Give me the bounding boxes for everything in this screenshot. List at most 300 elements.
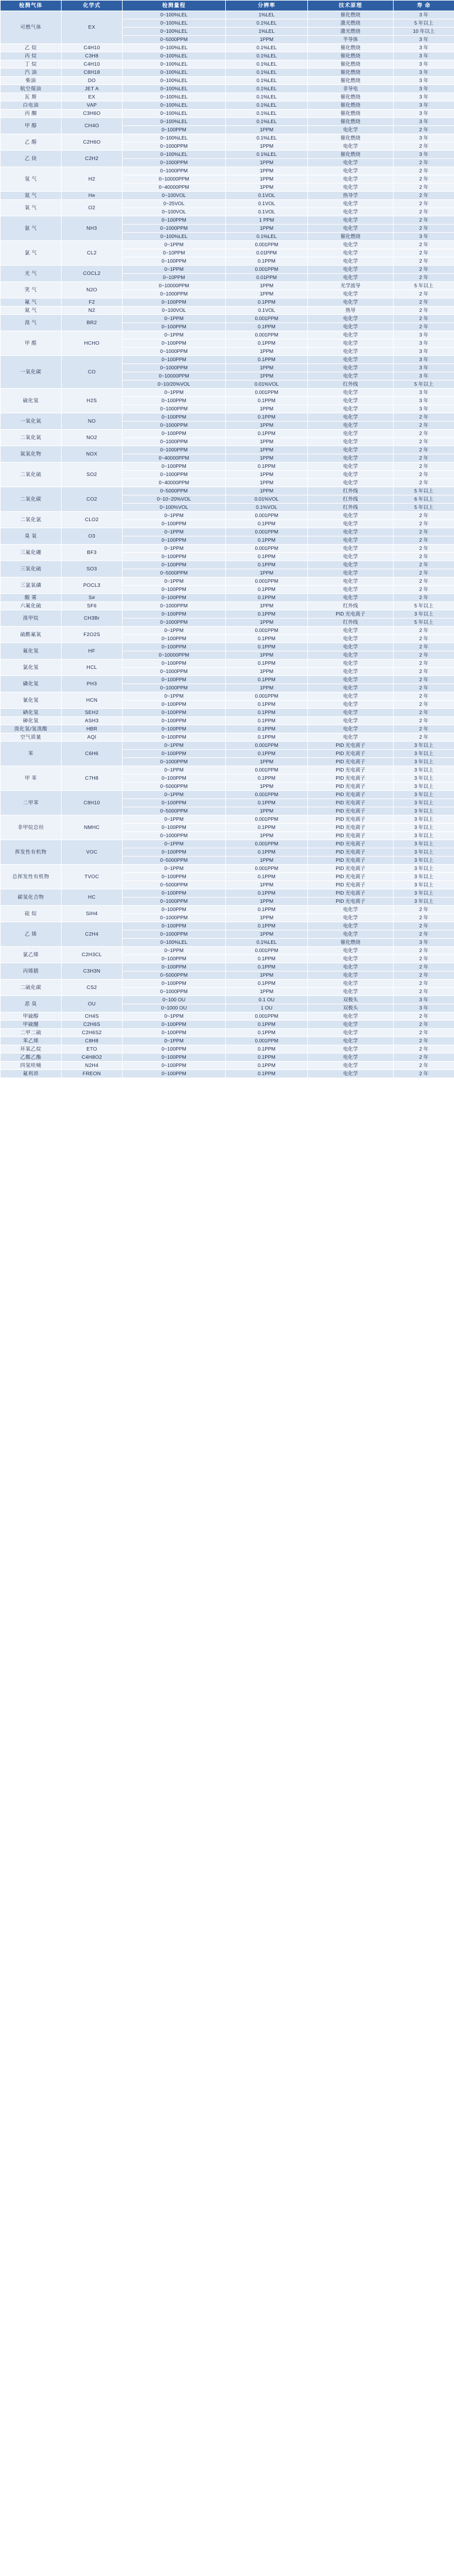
cell-technology: 催化燃烧 <box>308 118 394 126</box>
cell-formula: HBR <box>62 725 123 733</box>
cell-life: 3 年 <box>394 348 454 356</box>
cell-detection-range: 0~100PPM <box>123 1070 226 1078</box>
cell-gas-name: 磷化氢 <box>1 676 62 692</box>
cell-technology: 红外线 <box>308 487 394 495</box>
cell-gas-name: 二甲苯 <box>1 791 62 815</box>
cell-technology: 电化学 <box>308 200 394 208</box>
cell-gas-name: 氧 气 <box>1 200 62 216</box>
cell-technology: 电化学 <box>308 126 394 134</box>
cell-formula: SIH4 <box>62 906 123 922</box>
cell-life: 2 年 <box>394 627 454 635</box>
cell-detection-range: 0~5000PPM <box>123 487 226 495</box>
table-row <box>1 725 454 733</box>
table-row <box>1 766 454 774</box>
cell-resolution: 0.1PPM <box>226 1053 308 1062</box>
cell-life: 3 年 <box>394 60 454 69</box>
cell-detection-range: 0~100PPM <box>123 126 226 134</box>
cell-detection-range: 0~5000PPM <box>123 569 226 577</box>
cell-technology: 电化学 <box>308 528 394 536</box>
cell-life: 2 年 <box>394 225 454 233</box>
cell-life: 2 年 <box>394 479 454 487</box>
cell-resolution: 1PPM <box>226 126 308 134</box>
cell-formula: H2S <box>62 389 123 413</box>
cell-life: 3 年 <box>394 339 454 348</box>
cell-resolution: 0.1PPM <box>226 717 308 725</box>
cell-life: 2 年 <box>394 438 454 446</box>
cell-detection-range: 0~1PPM <box>123 627 226 635</box>
cell-resolution: 1PPM <box>226 348 308 356</box>
table-row <box>1 1045 454 1053</box>
cell-resolution: 0.001PPM <box>226 840 308 848</box>
cell-resolution: 0.1PPM <box>226 955 308 963</box>
cell-formula: NO2 <box>62 430 123 446</box>
cell-detection-range: 0~100PPM <box>123 701 226 709</box>
table-row <box>1 85 454 93</box>
cell-detection-range: 0~1PPM <box>123 1037 226 1045</box>
cell-technology: 电化学 <box>308 315 394 323</box>
cell-life: 5 年以上 <box>394 602 454 610</box>
cell-life: 2 年 <box>394 668 454 676</box>
cell-detection-range: 0~100%LEL <box>123 118 226 126</box>
cell-gas-name: 乙酸乙酯 <box>1 1053 62 1062</box>
cell-detection-range: 0~1PPM <box>123 389 226 397</box>
cell-formula: C8H10 <box>62 791 123 815</box>
cell-technology: 双极头 <box>308 996 394 1004</box>
cell-gas-name: 甲 醛 <box>1 331 62 356</box>
cell-resolution: 0.1%LEL <box>226 85 308 93</box>
cell-resolution: 0.001PPM <box>226 947 308 955</box>
cell-life: 2 年 <box>394 930 454 939</box>
table-row <box>1 315 454 323</box>
cell-formula: CH4S <box>62 1012 123 1021</box>
cell-gas-name: 苯乙烯 <box>1 1037 62 1045</box>
cell-life: 3 年以上 <box>394 799 454 807</box>
cell-resolution: 0.1PPM <box>226 733 308 742</box>
cell-detection-range: 0~100%LEL <box>123 28 226 36</box>
cell-resolution: 1PPM <box>226 758 308 766</box>
cell-resolution: 0.1PPM <box>226 701 308 709</box>
cell-life: 2 年 <box>394 988 454 996</box>
cell-detection-range: 0~100PPM <box>123 339 226 348</box>
cell-resolution: 0.1PPM <box>226 824 308 832</box>
cell-gas-name: 乙 醇 <box>1 134 62 151</box>
cell-formula: OU <box>62 996 123 1012</box>
cell-formula: NH3 <box>62 216 123 241</box>
cell-technology: 催化燃烧 <box>308 233 394 241</box>
table-row <box>1 307 454 315</box>
cell-detection-range: 0~1PPM <box>123 331 226 339</box>
cell-detection-range: 0~1PPM <box>123 315 226 323</box>
cell-resolution: 0.01%VOL <box>226 495 308 504</box>
table-row <box>1 200 454 208</box>
cell-resolution: 0.001PPM <box>226 266 308 274</box>
cell-gas-name: 二氧化氮 <box>1 430 62 446</box>
cell-technology: 电化学 <box>308 692 394 701</box>
cell-life: 3 年以上 <box>394 774 454 783</box>
cell-resolution: 0.1PPM <box>226 356 308 364</box>
cell-gas-name: 二甲二硫 <box>1 1029 62 1037</box>
cell-resolution: 0.1%LEL <box>226 60 308 69</box>
cell-gas-name: 碳氢化合物 <box>1 889 62 906</box>
cell-life: 3 年以上 <box>394 881 454 889</box>
cell-life: 3 年以上 <box>394 898 454 906</box>
cell-life: 2 年 <box>394 422 454 430</box>
table-row <box>1 865 454 873</box>
cell-life: 2 年 <box>394 298 454 307</box>
cell-detection-range: 0~100PPM <box>123 906 226 914</box>
cell-detection-range: 0~100PPM <box>123 356 226 364</box>
cell-formula: COCL2 <box>62 266 123 282</box>
table-row <box>1 906 454 914</box>
cell-technology: 电化学 <box>308 988 394 996</box>
cell-life: 2 年 <box>394 684 454 692</box>
cell-resolution: 0.1PPM <box>226 980 308 988</box>
cell-technology: 电化学 <box>308 372 394 380</box>
cell-resolution: 0.001PPM <box>226 512 308 520</box>
cell-technology: 电化学 <box>308 545 394 553</box>
table-row <box>1 643 454 651</box>
cell-formula: VAP <box>62 101 123 110</box>
cell-life: 10 年以上 <box>394 28 454 36</box>
cell-formula: He <box>62 192 123 200</box>
cell-formula: AQI <box>62 733 123 742</box>
cell-gas-name: 氟 气 <box>1 298 62 307</box>
cell-resolution: 1PPM <box>226 225 308 233</box>
cell-resolution: 1%LEL <box>226 28 308 36</box>
cell-resolution: 0.1PPM <box>226 586 308 594</box>
cell-technology: 电化学 <box>308 323 394 331</box>
cell-gas-name: 一氧化碳 <box>1 356 62 389</box>
table-row <box>1 627 454 635</box>
cell-resolution: 1PPM <box>226 684 308 692</box>
cell-formula: SF6 <box>62 602 123 610</box>
cell-technology: 电化学 <box>308 1037 394 1045</box>
cell-formula: C2H6O <box>62 134 123 151</box>
cell-gas-name: 三氧化硫 <box>1 561 62 577</box>
cell-resolution: 1PPM <box>226 602 308 610</box>
table-row <box>1 134 454 142</box>
cell-technology: 电化学 <box>308 438 394 446</box>
cell-resolution: 1PPM <box>226 422 308 430</box>
cell-detection-range: 0~25VOL <box>123 200 226 208</box>
cell-gas-name: 丙 烷 <box>1 52 62 60</box>
cell-technology: 电化学 <box>308 586 394 594</box>
cell-detection-range: 0~100PPM <box>123 413 226 422</box>
cell-life: 5 年以上 <box>394 282 454 290</box>
cell-formula: H2 <box>62 167 123 192</box>
cell-resolution: 0.1PPM <box>226 906 308 914</box>
cell-life: 6 年以上 <box>394 495 454 504</box>
cell-detection-range: 0~100PPM <box>123 216 226 225</box>
cell-detection-range: 0~1000PPM <box>123 167 226 175</box>
cell-technology: 电化学 <box>308 947 394 955</box>
cell-technology: 电化学 <box>308 159 394 167</box>
table-row <box>1 692 454 701</box>
cell-detection-range: 0~10/20%VOL <box>123 380 226 389</box>
cell-gas-name: 四氢呋喃 <box>1 1062 62 1070</box>
cell-resolution: 0.1%LEL <box>226 77 308 85</box>
cell-life: 3 年以上 <box>394 791 454 799</box>
cell-life: 3 年以上 <box>394 873 454 881</box>
cell-gas-name: 氢 气 <box>1 167 62 192</box>
cell-resolution: 0.001PPM <box>226 766 308 774</box>
cell-life: 3 年 <box>394 939 454 947</box>
cell-life: 2 年 <box>394 717 454 725</box>
table-row <box>1 602 454 610</box>
table-row <box>1 331 454 339</box>
cell-formula: TVOC <box>62 865 123 889</box>
table-row <box>1 430 454 438</box>
table-row <box>1 241 454 249</box>
table-row <box>1 110 454 118</box>
cell-formula: SO3 <box>62 561 123 577</box>
cell-resolution: 1PPM <box>226 405 308 413</box>
cell-life: 2 年 <box>394 290 454 298</box>
cell-resolution: 0.01%VOL <box>226 380 308 389</box>
cell-detection-range: 0~10000PPM <box>123 372 226 380</box>
cell-gas-name: 航空煤油 <box>1 85 62 93</box>
cell-detection-range: 0~5000PPM <box>123 857 226 865</box>
cell-formula: HCN <box>62 692 123 709</box>
cell-detection-range: 0~5000PPM <box>123 881 226 889</box>
cell-technology: 催化燃烧 <box>308 69 394 77</box>
cell-life: 2 年 <box>394 1053 454 1062</box>
table-body <box>1 11 454 1078</box>
cell-technology: 电化学 <box>308 348 394 356</box>
cell-detection-range: 0~100%LEL <box>123 52 226 60</box>
cell-formula: HC <box>62 889 123 906</box>
cell-gas-name: 二氧化碳 <box>1 487 62 512</box>
cell-technology: PID 光电离子 <box>308 799 394 807</box>
cell-technology: 电化学 <box>308 980 394 988</box>
cell-formula: CH3Br <box>62 610 123 627</box>
cell-technology: 电化学 <box>308 241 394 249</box>
cell-detection-range: 0~100PPM <box>123 955 226 963</box>
cell-detection-range: 0~1000PPM <box>123 914 226 922</box>
cell-technology: 电化学 <box>308 955 394 963</box>
cell-life: 2 年 <box>394 241 454 249</box>
cell-detection-range: 0~10000PPM <box>123 282 226 290</box>
cell-life: 2 年 <box>394 553 454 561</box>
cell-gas-name: 乙 烷 <box>1 44 62 52</box>
cell-life: 2 年 <box>394 709 454 717</box>
cell-detection-range: 0~100%VOL <box>123 504 226 512</box>
cell-detection-range: 0~100PPM <box>123 750 226 758</box>
cell-detection-range: 0~1000PPM <box>123 758 226 766</box>
cell-resolution: 0.1%LEL <box>226 19 308 28</box>
cell-technology: 电化学 <box>308 331 394 339</box>
cell-detection-range: 0~1PPM <box>123 815 226 824</box>
cell-detection-range: 0~100VOL <box>123 208 226 216</box>
table-row <box>1 216 454 225</box>
cell-detection-range: 0~100PPM <box>123 717 226 725</box>
cell-technology: 激光燃烧 <box>308 28 394 36</box>
cell-technology: 电化学 <box>308 906 394 914</box>
cell-technology: 双极头 <box>308 1004 394 1012</box>
cell-technology: 电化学 <box>308 709 394 717</box>
cell-life: 3 年以上 <box>394 840 454 848</box>
cell-technology: 电化学 <box>308 216 394 225</box>
table-row <box>1 93 454 101</box>
cell-resolution: 0.1PPM <box>226 922 308 930</box>
cell-life: 2 年 <box>394 512 454 520</box>
table-row <box>1 545 454 553</box>
cell-formula: JET A <box>62 85 123 93</box>
table-row <box>1 660 454 668</box>
cell-technology: 电化学 <box>308 914 394 922</box>
cell-life: 2 年 <box>394 955 454 963</box>
cell-life: 3 年以上 <box>394 857 454 865</box>
cell-gas-name: 瓦 斯 <box>1 93 62 101</box>
cell-life: 2 年 <box>394 1062 454 1070</box>
cell-technology: 电化学 <box>308 1045 394 1053</box>
cell-detection-range: 0~100PPM <box>123 635 226 643</box>
cell-life: 2 年 <box>394 1012 454 1021</box>
cell-technology: 催化燃烧 <box>308 134 394 142</box>
cell-technology: PID 光电离子 <box>308 758 394 766</box>
cell-formula: CL2 <box>62 241 123 266</box>
col-header-formula: 化学式 <box>62 1 123 11</box>
cell-detection-range: 0~1000PPM <box>123 602 226 610</box>
cell-technology: 电化学 <box>308 1012 394 1021</box>
cell-technology: 电化学 <box>308 430 394 438</box>
cell-gas-name: 溴化氢/氢溴酸 <box>1 725 62 733</box>
cell-detection-range: 0~100PPM <box>123 594 226 602</box>
table-row <box>1 840 454 848</box>
cell-technology: 电化学 <box>308 536 394 545</box>
cell-resolution: 1PPM <box>226 438 308 446</box>
cell-technology: 电化学 <box>308 298 394 307</box>
cell-resolution: 1PPM <box>226 159 308 167</box>
cell-formula: CH4O <box>62 118 123 134</box>
cell-life: 2 年 <box>394 733 454 742</box>
cell-life: 3 年 <box>394 405 454 413</box>
cell-life: 2 年 <box>394 520 454 528</box>
cell-technology: 电化学 <box>308 413 394 422</box>
cell-resolution: 0.01PPM <box>226 274 308 282</box>
cell-life: 2 年 <box>394 471 454 479</box>
cell-resolution: 1PPM <box>226 618 308 627</box>
cell-gas-name: 硫酰氟氧 <box>1 627 62 643</box>
cell-detection-range: 0~100PPM <box>123 430 226 438</box>
cell-resolution: 0.1PPM <box>226 1045 308 1053</box>
table-row <box>1 282 454 290</box>
table-row <box>1 922 454 930</box>
cell-gas-name: 丙 酮 <box>1 110 62 118</box>
cell-detection-range: 0~100PPM <box>123 1021 226 1029</box>
cell-life: 3 年以上 <box>394 889 454 898</box>
cell-detection-range: 0~100VOL <box>123 307 226 315</box>
cell-detection-range: 0~100PPM <box>123 257 226 266</box>
cell-formula: O2 <box>62 200 123 216</box>
cell-formula: BF3 <box>62 545 123 561</box>
table-row <box>1 1070 454 1078</box>
cell-technology: 电化学 <box>308 1070 394 1078</box>
cell-formula: C2H3CL <box>62 947 123 963</box>
cell-technology: 红外线 <box>308 602 394 610</box>
cell-technology: 电化学 <box>308 364 394 372</box>
cell-technology: 光学波导 <box>308 282 394 290</box>
cell-technology: 电化学 <box>308 717 394 725</box>
cell-technology: PID 光电离子 <box>308 832 394 840</box>
cell-formula: CS2 <box>62 980 123 996</box>
cell-detection-range: 0~100%LEL <box>123 134 226 142</box>
cell-life: 5 年以上 <box>394 618 454 627</box>
cell-resolution: 0.001PPM <box>226 1037 308 1045</box>
cell-formula: CLO2 <box>62 512 123 528</box>
cell-technology: PID 光电离子 <box>308 774 394 783</box>
table-row <box>1 487 454 495</box>
cell-gas-name: 氨 气 <box>1 216 62 241</box>
cell-detection-range: 0~100PPM <box>123 824 226 832</box>
table-row <box>1 69 454 77</box>
cell-detection-range: 0~100PPM <box>123 1053 226 1062</box>
cell-life: 2 年 <box>394 175 454 183</box>
cell-detection-range: 0~100%LEL <box>123 60 226 69</box>
cell-technology: PID 光电离子 <box>308 610 394 618</box>
cell-life: 3 年 <box>394 389 454 397</box>
table-row <box>1 610 454 618</box>
cell-gas-name: 三氟化硼 <box>1 545 62 561</box>
table-row <box>1 118 454 126</box>
cell-gas-name: 二硫化碳 <box>1 980 62 996</box>
cell-life: 2 年 <box>394 906 454 914</box>
cell-resolution: 1PPM <box>226 446 308 454</box>
cell-formula: NMHC <box>62 815 123 840</box>
cell-resolution: 0.001PPM <box>226 577 308 586</box>
cell-technology: 电化学 <box>308 446 394 454</box>
cell-resolution: 0.1%LEL <box>226 101 308 110</box>
cell-resolution: 0.1PPM <box>226 676 308 684</box>
cell-gas-name: 甲 苯 <box>1 766 62 791</box>
cell-resolution: 1PPM <box>226 479 308 487</box>
cell-resolution: 0.1PPM <box>226 430 308 438</box>
cell-resolution: 1PPM <box>226 175 308 183</box>
cell-resolution: 1PPM <box>226 569 308 577</box>
cell-technology: 半导体 <box>308 36 394 44</box>
cell-detection-range: 0~100PPM <box>123 520 226 528</box>
cell-resolution: 0.1PPM <box>226 1021 308 1029</box>
cell-technology: 电化学 <box>308 643 394 651</box>
cell-resolution: 0.1PPM <box>226 553 308 561</box>
cell-detection-range: 0~10000PPM <box>123 175 226 183</box>
cell-formula: SEH2 <box>62 709 123 717</box>
cell-life: 2 年 <box>394 980 454 988</box>
cell-life: 2 年 <box>394 1029 454 1037</box>
cell-resolution: 0.1PPM <box>226 1029 308 1037</box>
cell-life: 2 年 <box>394 454 454 463</box>
cell-resolution: 1 OU <box>226 1004 308 1012</box>
cell-life: 3 年 <box>394 151 454 159</box>
cell-resolution: 0.1%VOL <box>226 504 308 512</box>
cell-resolution: 0.1 OU <box>226 996 308 1004</box>
cell-formula: C6H6 <box>62 742 123 766</box>
cell-technology: 电化学 <box>308 274 394 282</box>
cell-life: 3 年 <box>394 397 454 405</box>
cell-resolution: 0.001PPM <box>226 865 308 873</box>
cell-resolution: 1PPM <box>226 832 308 840</box>
cell-formula: BR2 <box>62 315 123 331</box>
cell-resolution: 1PPM <box>226 471 308 479</box>
table-row <box>1 60 454 69</box>
cell-resolution: 1PPM <box>226 454 308 463</box>
cell-technology: 电化学 <box>308 339 394 348</box>
cell-resolution: 0.1%LEL <box>226 151 308 159</box>
cell-detection-range: 0~100PPM <box>123 643 226 651</box>
cell-formula: C2H6S <box>62 1021 123 1029</box>
cell-gas-name: 甲 醇 <box>1 118 62 134</box>
cell-resolution: 1%LEL <box>226 11 308 19</box>
